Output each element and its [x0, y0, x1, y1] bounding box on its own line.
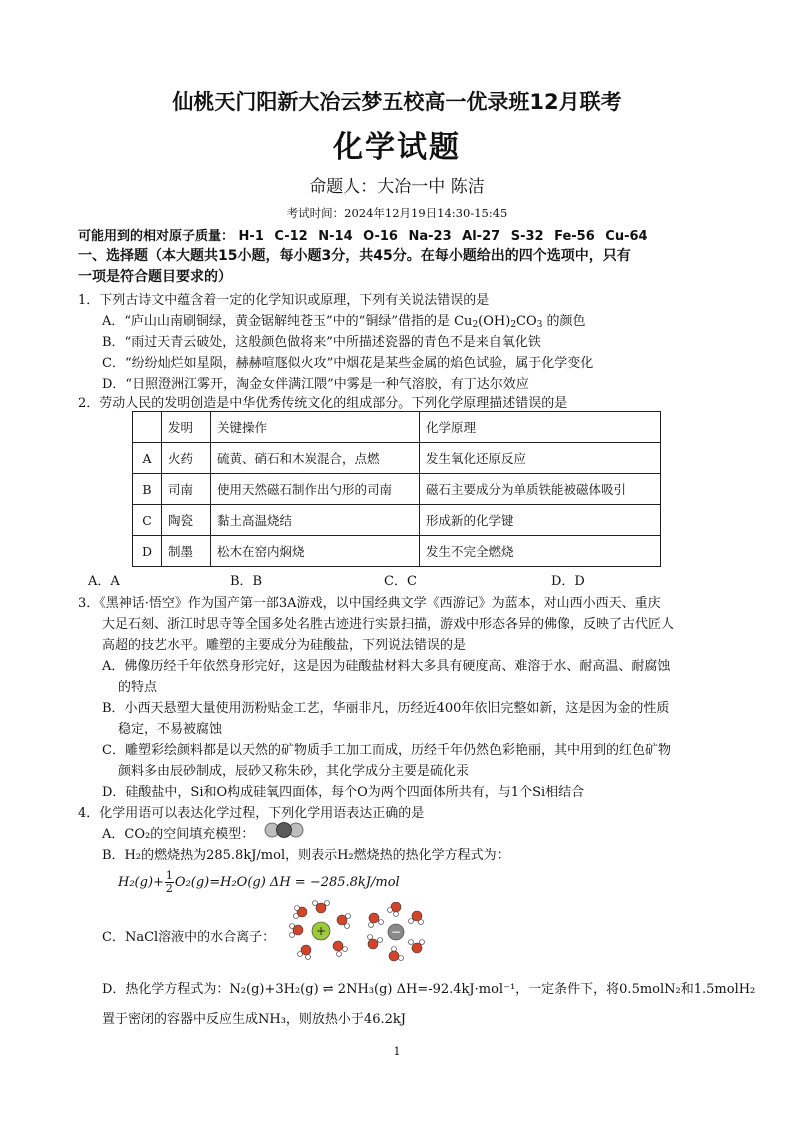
fraction-half: $\frac{1}{2}$ — [165, 869, 173, 895]
q3-stem-line1: 3．《黑神话·悟空》作为国产第一部3A游戏，以中国经典文学《西游记》为蓝本，对山西小西天、重庆 — [78, 596, 661, 611]
q2-answer-d: D．D — [551, 574, 585, 589]
table-cell: 制墨 — [162, 536, 211, 567]
mass-item: N-14 — [318, 229, 353, 244]
table-row — [133, 443, 661, 474]
q2-table — [132, 411, 661, 567]
mass-item: H-1 — [238, 229, 264, 244]
q3-option-d: D．硅酸盐中，Si和O构成硅氧四面体，每个O为两个四面体所共有，与1个Si相结合 — [102, 785, 585, 800]
table-cell: 形成新的化学键 — [420, 505, 661, 536]
mass-item: Na-23 — [408, 229, 452, 244]
table-cell: 发明 — [162, 412, 211, 443]
q3-option-c-line2: 颜料多由辰砂制成，辰砂又称朱砂，其化学成分主要是硫化汞 — [118, 764, 470, 779]
table-cell: 磁石主要成分为单质铁能被磁体吸引 — [420, 474, 661, 505]
hydrated-sodium-ion-icon — [288, 898, 354, 964]
table-cell: 陶瓷 — [162, 505, 211, 536]
table-cell — [133, 412, 162, 443]
q3-option-a-line1: A．佛像历经千年依然身形完好，这是因为硅酸盐材料大多具有硬度高、难溶于水、耐高温、耐腐蚀 — [102, 659, 671, 674]
mass-item: O-16 — [363, 229, 398, 244]
q1-option-a: A．“庐山山南刷铜绿，黄金锯解纯苍玉”中的“铜绿”借指的是 $Cu_2(OH)_2CO_3$ 的颜色 — [102, 314, 586, 330]
q3-stem-line3: 高超的技艺水平。雕塑的主要成分为硅酸盐，下列说法错误的是 — [102, 638, 467, 653]
exam-time: 考试时间：2024年12月19日14:30-15:45 — [286, 206, 508, 220]
section-heading-line2: 一项是符合题目要求的） — [78, 269, 232, 285]
mass-item: C-12 — [274, 229, 308, 244]
table-cell: 使用天然磁石制作出勺形的司南 — [211, 474, 420, 505]
atomic-masses — [78, 225, 654, 244]
table-cell: C — [133, 505, 162, 536]
masses-label: 可能用到的相对原子质量： — [78, 229, 235, 244]
q3-option-b-line1: B．小西天悬塑大量使用沥粉贴金工艺，华丽非凡，历经近400年依旧完整如新，这是因为金的性质 — [102, 701, 670, 716]
table-cell: 发生氧化还原反应 — [420, 443, 661, 474]
table-cell: 硫黄、硝石和木炭混合，点燃 — [211, 443, 420, 474]
q3-option-a-line2: 的特点 — [118, 680, 158, 695]
q4-option-b: B．H₂的燃烧热为285.8kJ/mol，则表示H₂燃烧热的热化学方程式为： — [102, 848, 510, 863]
table-row — [133, 536, 661, 567]
table-cell: 化学原理 — [420, 412, 661, 443]
svg-text:+: + — [315, 924, 327, 938]
table-cell: 发生不完全燃烧 — [420, 536, 661, 567]
section-heading-line1: 一、选择题（本大题共15小题，每小题3分，共45分。在每小题给出的四个选项中，只有 — [78, 248, 631, 264]
exam-title: 仙桃天门阳新大冶云梦五校高一优录班12月联考 — [172, 90, 622, 114]
q3-option-c-line1: C．雕塑彩绘颜料都是以天然的矿物质手工加工而成，历经千年仍然色彩艳丽，其中用到的红色矿物 — [102, 743, 671, 758]
q4-option-d-line1: D．热化学方程式为：N₂(g)+3H₂(g) ⇌ 2NH₃(g) ΔH=-92.4kJ·mol⁻¹，一定条件下，将0.5molN₂和1.5molH₂ — [102, 982, 756, 997]
q3-option-b-line2: 稳定，不易被腐蚀 — [118, 722, 223, 737]
svg-text:−: − — [390, 925, 402, 939]
author-line: 命题人：大冶一中 陈洁 — [309, 177, 485, 197]
page-number: 1 — [393, 1045, 401, 1058]
table-cell: B — [133, 474, 162, 505]
table-cell: D — [133, 536, 162, 567]
q1-option-b: B．“雨过天青云破处，这般颜色做将来”中所描述瓷器的青色不是来自氧化铁 — [102, 335, 541, 350]
q1-stem: 1．下列古诗文中蕴含着一定的化学知识或原理，下列有关说法错误的是 — [78, 293, 490, 308]
hydrated-chloride-ion-icon — [366, 902, 426, 962]
table-header-row — [133, 412, 661, 443]
mass-item: Al-27 — [462, 229, 501, 244]
q2-stem: 2．劳动人民的发明创造是中华优秀传统文化的组成部分。下列化学原理描述错误的是 — [78, 396, 568, 411]
q4-option-c: C．NaCl溶液中的水合离子： — [102, 930, 276, 945]
co2-space-filling-model-icon — [262, 820, 306, 840]
q1-option-c: C．“纷纷灿烂如星陨，赫赫喧豗似火攻”中烟花是某些金属的焰色试验，属于化学变化 — [102, 356, 594, 371]
table-cell: A — [133, 443, 162, 474]
q2-answer-a: A．A — [88, 574, 120, 589]
table-cell: 司南 — [162, 474, 211, 505]
table-cell: 黏土高温烧结 — [211, 505, 420, 536]
mass-item: S-32 — [510, 229, 544, 244]
table-row — [133, 474, 661, 505]
table-cell: 松木在窑内焖烧 — [211, 536, 420, 567]
q4-stem: 4．化学用语可以表达化学过程，下列化学用语表达正确的是 — [78, 806, 425, 821]
q2-answer-b: B．B — [230, 574, 263, 589]
q4-equation: H₂(g)+ $\frac{1}{2}$ O₂(g)=H₂O(g) ΔH = −285.8kJ/mol — [118, 869, 400, 895]
q1-option-d: D．“日照澄洲江雾开，淘金女伴满江隈”中雾是一种气溶胶，有丁达尔效应 — [102, 377, 529, 392]
q3-stem-line2: 大足石刻、浙江时思寺等全国多处名胜古迹进行实景扫描，游戏中形态各异的佛像，反映了古代匠人 — [102, 617, 675, 632]
subject-title: 化学试题 — [333, 130, 461, 165]
table-row — [133, 505, 661, 536]
table-cell: 火药 — [162, 443, 211, 474]
table-cell: 关键操作 — [211, 412, 420, 443]
q4-option-a: A．CO₂的空间填充模型： — [102, 827, 255, 842]
mass-item: Cu-64 — [605, 229, 648, 244]
q4-option-d-line2: 置于密闭的容器中反应生成NH₃，则放热小于46.2kJ — [102, 1012, 406, 1027]
mass-item: Fe-56 — [554, 229, 595, 244]
q2-answer-c: C．C — [384, 574, 417, 589]
